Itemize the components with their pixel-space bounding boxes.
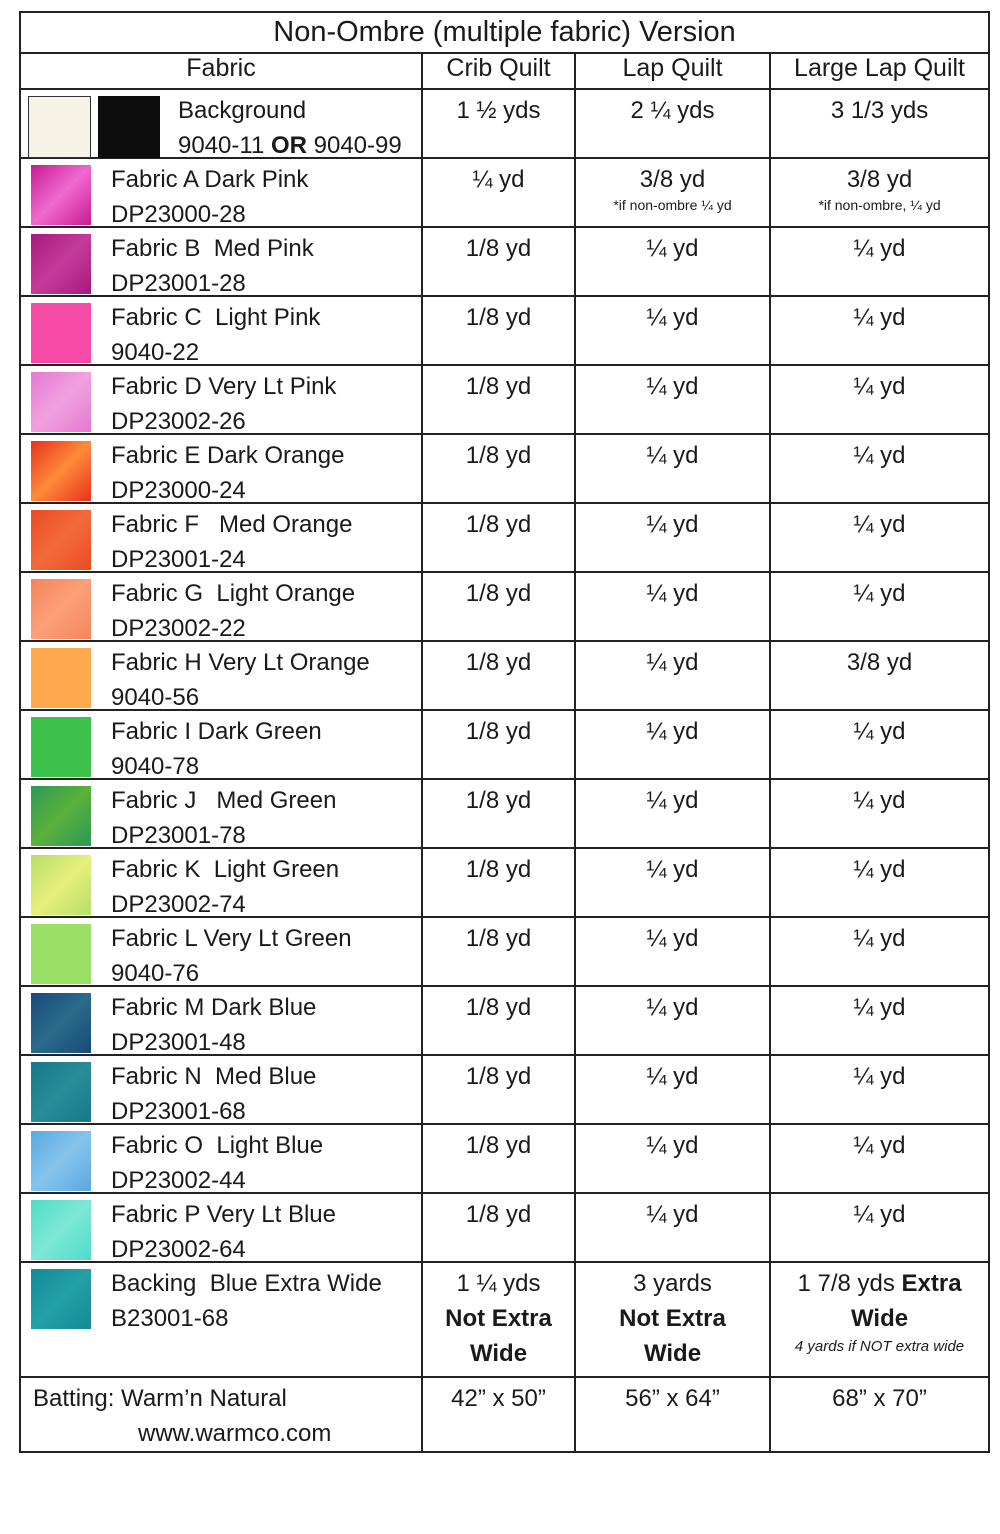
large-amount: ¼ yd	[853, 1063, 906, 1090]
fabric-cell	[20, 848, 422, 917]
lap-amount: ¼ yd	[646, 787, 699, 814]
header-lap-quilt: Lap Quilt	[575, 53, 770, 89]
large-value	[770, 503, 989, 572]
crib-value	[422, 1262, 575, 1377]
lap-value	[575, 503, 770, 572]
fabric-label	[178, 93, 402, 163]
fabric-code-a: 9040-11	[178, 132, 265, 159]
table-row	[20, 434, 989, 503]
crib-value: 1/8 yd	[422, 365, 575, 434]
crib-value: 1/8 yd	[422, 1124, 575, 1193]
lap-amount: ¼ yd	[646, 925, 699, 952]
fabric-cell	[20, 503, 422, 572]
fabric-name: Background	[178, 97, 307, 124]
crib-value: 1/8 yd	[422, 296, 575, 365]
fabric-name: Fabric B Med Pink	[111, 235, 314, 262]
lap-value	[575, 779, 770, 848]
large-bold-note-1: Extra	[901, 1270, 962, 1297]
fabric-label	[111, 990, 316, 1060]
fabric-label	[111, 369, 336, 439]
crib-value: 1 ½ yds	[422, 89, 575, 158]
fabric-label	[111, 645, 370, 715]
fabric-code: DP23000-28	[111, 201, 246, 228]
lap-amount: ¼ yd	[646, 649, 699, 676]
fabric-swatch	[31, 510, 91, 570]
fabric-or: OR	[270, 132, 307, 159]
fabric-cell	[20, 89, 422, 158]
fabric-name: Fabric F Med Orange	[111, 511, 353, 538]
table-row-batting	[20, 1377, 989, 1452]
lap-amount: ¼ yd	[646, 718, 699, 745]
large-value	[770, 848, 989, 917]
lap-amount: ¼ yd	[646, 511, 699, 538]
large-amount: ¼ yd	[853, 1201, 906, 1228]
batting-url: www.warmco.com	[138, 1420, 332, 1447]
fabric-code: DP23002-44	[111, 1167, 246, 1194]
lap-amount: 3/8 yd	[639, 166, 706, 193]
fabric-cell	[20, 434, 422, 503]
large-value	[770, 365, 989, 434]
table-row	[20, 986, 989, 1055]
header-large-lap-quilt: Large Lap Quilt	[770, 53, 989, 89]
fabric-name: Backing Blue Extra Wide	[111, 1270, 382, 1297]
lap-value	[575, 986, 770, 1055]
lap-amount: 3 yards	[633, 1270, 712, 1297]
fabric-cell	[20, 986, 422, 1055]
large-amount: ¼ yd	[853, 787, 906, 814]
crib-value: 1/8 yd	[422, 848, 575, 917]
crib-value: 1/8 yd	[422, 1055, 575, 1124]
lap-value	[575, 158, 770, 227]
crib-amount: 1 ¼ yds	[456, 1270, 541, 1297]
header-fabric: Fabric	[20, 53, 422, 89]
fabric-label	[111, 438, 344, 508]
fabric-code: DP23001-28	[111, 270, 246, 297]
fabric-swatch	[31, 303, 91, 363]
crib-value: 1/8 yd	[422, 710, 575, 779]
fabric-swatch	[31, 165, 91, 225]
fabric-label	[111, 714, 322, 784]
fabric-swatch	[31, 717, 91, 777]
fabric-swatch	[31, 1131, 91, 1191]
fabric-code: 9040-56	[111, 684, 200, 711]
fabric-cell	[20, 641, 422, 710]
table-title: Non-Ombre (multiple fabric) Version	[20, 12, 989, 53]
header-crib-quilt: Crib Quilt	[422, 53, 575, 89]
fabric-code: DP23001-24	[111, 546, 246, 573]
large-value	[770, 296, 989, 365]
fabric-label	[111, 852, 339, 922]
lap-value	[575, 917, 770, 986]
lap-amount: ¼ yd	[646, 304, 699, 331]
fabric-code: DP23002-22	[111, 615, 246, 642]
fabric-code: 9040-76	[111, 960, 200, 987]
large-note: *if non-ombre, ¼ yd	[818, 197, 941, 213]
crib-value: 1/8 yd	[422, 1193, 575, 1262]
fabric-label	[111, 921, 352, 991]
fabric-swatch	[31, 579, 91, 639]
fabric-swatch	[31, 993, 91, 1053]
large-amount: ¼ yd	[853, 994, 906, 1021]
large-amount: ¼ yd	[853, 373, 906, 400]
lap-value	[575, 710, 770, 779]
fabric-swatch	[31, 924, 91, 984]
fabric-cell	[20, 1055, 422, 1124]
fabric-label	[111, 300, 320, 370]
fabric-name: Fabric N Med Blue	[111, 1063, 317, 1090]
fabric-cell	[20, 1262, 422, 1377]
fabric-cell	[20, 296, 422, 365]
large-italic-note: 4 yards if NOT extra wide	[794, 1338, 965, 1355]
fabric-code: 9040-78	[111, 753, 200, 780]
fabric-cell	[20, 917, 422, 986]
table-row	[20, 572, 989, 641]
fabric-cell	[20, 1124, 422, 1193]
large-value	[770, 710, 989, 779]
crib-value: 42” x 50”	[422, 1377, 575, 1452]
table-row	[20, 1055, 989, 1124]
table-row	[20, 710, 989, 779]
large-value	[770, 434, 989, 503]
fabric-code: DP23001-78	[111, 822, 246, 849]
large-value	[770, 1124, 989, 1193]
table-row	[20, 296, 989, 365]
fabric-code: DP23001-48	[111, 1029, 246, 1056]
lap-value	[575, 572, 770, 641]
fabric-swatch	[31, 648, 91, 708]
lap-amount: ¼ yd	[646, 442, 699, 469]
large-amount: 3/8 yd	[846, 166, 913, 193]
fabric-label	[111, 1128, 323, 1198]
fabric-label	[111, 162, 308, 232]
lap-value	[575, 1055, 770, 1124]
lap-amount: ¼ yd	[646, 1063, 699, 1090]
crib-value: 1/8 yd	[422, 503, 575, 572]
lap-value	[575, 641, 770, 710]
lap-value	[575, 365, 770, 434]
fabric-cell	[20, 227, 422, 296]
fabric-label	[111, 1197, 336, 1267]
large-amount: ¼ yd	[853, 235, 906, 262]
lap-value	[575, 434, 770, 503]
lap-value	[575, 1193, 770, 1262]
fabric-name: Fabric P Very Lt Blue	[111, 1201, 336, 1228]
lap-amount: ¼ yd	[646, 1132, 699, 1159]
fabric-swatch	[31, 234, 91, 294]
table-row	[20, 1124, 989, 1193]
batting-cell	[20, 1377, 422, 1452]
fabric-swatch	[31, 1200, 91, 1260]
lap-value	[575, 1124, 770, 1193]
large-value	[770, 917, 989, 986]
lap-value	[575, 227, 770, 296]
table-row-backing	[20, 1262, 989, 1377]
fabric-name: Fabric O Light Blue	[111, 1132, 324, 1159]
large-value	[770, 779, 989, 848]
fabric-code: DP23002-74	[111, 891, 246, 918]
table-row	[20, 1193, 989, 1262]
crib-value: ¼ yd	[422, 158, 575, 227]
crib-bold-note: Not Extra Wide	[445, 1305, 552, 1367]
fabric-code-b: 9040-99	[313, 132, 402, 159]
fabric-name: Fabric E Dark Orange	[111, 442, 345, 469]
fabric-label	[111, 576, 355, 646]
fabric-name: Fabric H Very Lt Orange	[111, 649, 370, 676]
fabric-name: Fabric G Light Orange	[111, 580, 356, 607]
lap-value	[575, 1262, 770, 1377]
fabric-name: Fabric I Dark Green	[111, 718, 322, 745]
lap-bold-note: Not Extra Wide	[619, 1305, 726, 1367]
large-amount: ¼ yd	[853, 580, 906, 607]
fabric-cell	[20, 365, 422, 434]
crib-value: 1/8 yd	[422, 434, 575, 503]
large-amount: ¼ yd	[853, 1132, 906, 1159]
large-amount: ¼ yd	[853, 511, 906, 538]
fabric-swatch	[31, 786, 91, 846]
lap-amount: ¼ yd	[646, 580, 699, 607]
table-row	[20, 641, 989, 710]
crib-value: 1/8 yd	[422, 227, 575, 296]
fabric-requirements-table	[19, 11, 990, 1453]
fabric-name: Fabric L Very Lt Green	[111, 925, 352, 952]
fabric-name: Fabric A Dark Pink	[111, 166, 309, 193]
large-value: 68” x 70”	[770, 1377, 989, 1452]
lap-value	[575, 296, 770, 365]
fabric-code: B23001-68	[111, 1305, 229, 1332]
table-row-background	[20, 89, 989, 158]
lap-amount: ¼ yd	[646, 235, 699, 262]
crib-value: 1/8 yd	[422, 779, 575, 848]
crib-value: 1/8 yd	[422, 572, 575, 641]
lap-note: *if non-ombre ¼ yd	[613, 197, 732, 213]
large-value	[770, 1055, 989, 1124]
fabric-label	[111, 507, 352, 577]
table-row	[20, 227, 989, 296]
table-row	[20, 158, 989, 227]
fabric-name: Fabric M Dark Blue	[111, 994, 317, 1021]
large-bold-note-2: Wide	[850, 1305, 909, 1332]
large-value	[770, 572, 989, 641]
table-row	[20, 848, 989, 917]
lap-value: 2 ¼ yds	[575, 89, 770, 158]
large-value	[770, 1193, 989, 1262]
table-row	[20, 503, 989, 572]
crib-value: 1/8 yd	[422, 986, 575, 1055]
large-value	[770, 227, 989, 296]
large-value	[770, 641, 989, 710]
fabric-label	[111, 1059, 316, 1129]
large-value: 3 1/3 yds	[770, 89, 989, 158]
fabric-name: Fabric J Med Green	[111, 787, 337, 814]
lap-value: 56” x 64”	[575, 1377, 770, 1452]
large-value	[770, 986, 989, 1055]
large-amount: 1 7/8 yds	[797, 1270, 895, 1297]
lap-value	[575, 848, 770, 917]
fabric-cell	[20, 710, 422, 779]
fabric-code: DP23001-68	[111, 1098, 246, 1125]
large-amount: ¼ yd	[853, 304, 906, 331]
fabric-swatch-black	[98, 96, 160, 158]
fabric-swatch	[31, 441, 91, 501]
crib-value: 1/8 yd	[422, 641, 575, 710]
large-value	[770, 158, 989, 227]
fabric-code: DP23002-64	[111, 1236, 246, 1263]
lap-amount: ¼ yd	[646, 1201, 699, 1228]
fabric-code: 9040-22	[111, 339, 200, 366]
fabric-label	[111, 783, 336, 853]
batting-label: Batting: Warm’n Natural	[33, 1385, 287, 1412]
lap-amount: ¼ yd	[646, 994, 699, 1021]
table-row	[20, 365, 989, 434]
lap-amount: ¼ yd	[646, 373, 699, 400]
fabric-swatch	[31, 372, 91, 432]
table-row	[20, 779, 989, 848]
large-amount: ¼ yd	[853, 856, 906, 883]
fabric-cell	[20, 158, 422, 227]
fabric-cell	[20, 1193, 422, 1262]
fabric-name: Fabric D Very Lt Pink	[111, 373, 337, 400]
large-amount: ¼ yd	[853, 442, 906, 469]
fabric-name: Fabric C Light Pink	[111, 304, 321, 331]
fabric-swatch	[31, 1269, 91, 1329]
fabric-label	[111, 1266, 382, 1336]
large-amount: ¼ yd	[853, 718, 906, 745]
fabric-cell	[20, 779, 422, 848]
large-amount: 3/8 yd	[846, 649, 913, 676]
lap-amount: ¼ yd	[646, 856, 699, 883]
large-amount: ¼ yd	[853, 925, 906, 952]
fabric-swatch	[31, 1062, 91, 1122]
crib-value: 1/8 yd	[422, 917, 575, 986]
fabric-name: Fabric K Light Green	[111, 856, 340, 883]
large-value	[770, 1262, 989, 1377]
fabric-swatch-white	[28, 96, 91, 158]
fabric-cell	[20, 572, 422, 641]
fabric-label	[111, 231, 314, 301]
fabric-code: DP23002-26	[111, 408, 246, 435]
fabric-code: DP23000-24	[111, 477, 246, 504]
fabric-swatch	[31, 855, 91, 915]
table-row	[20, 917, 989, 986]
